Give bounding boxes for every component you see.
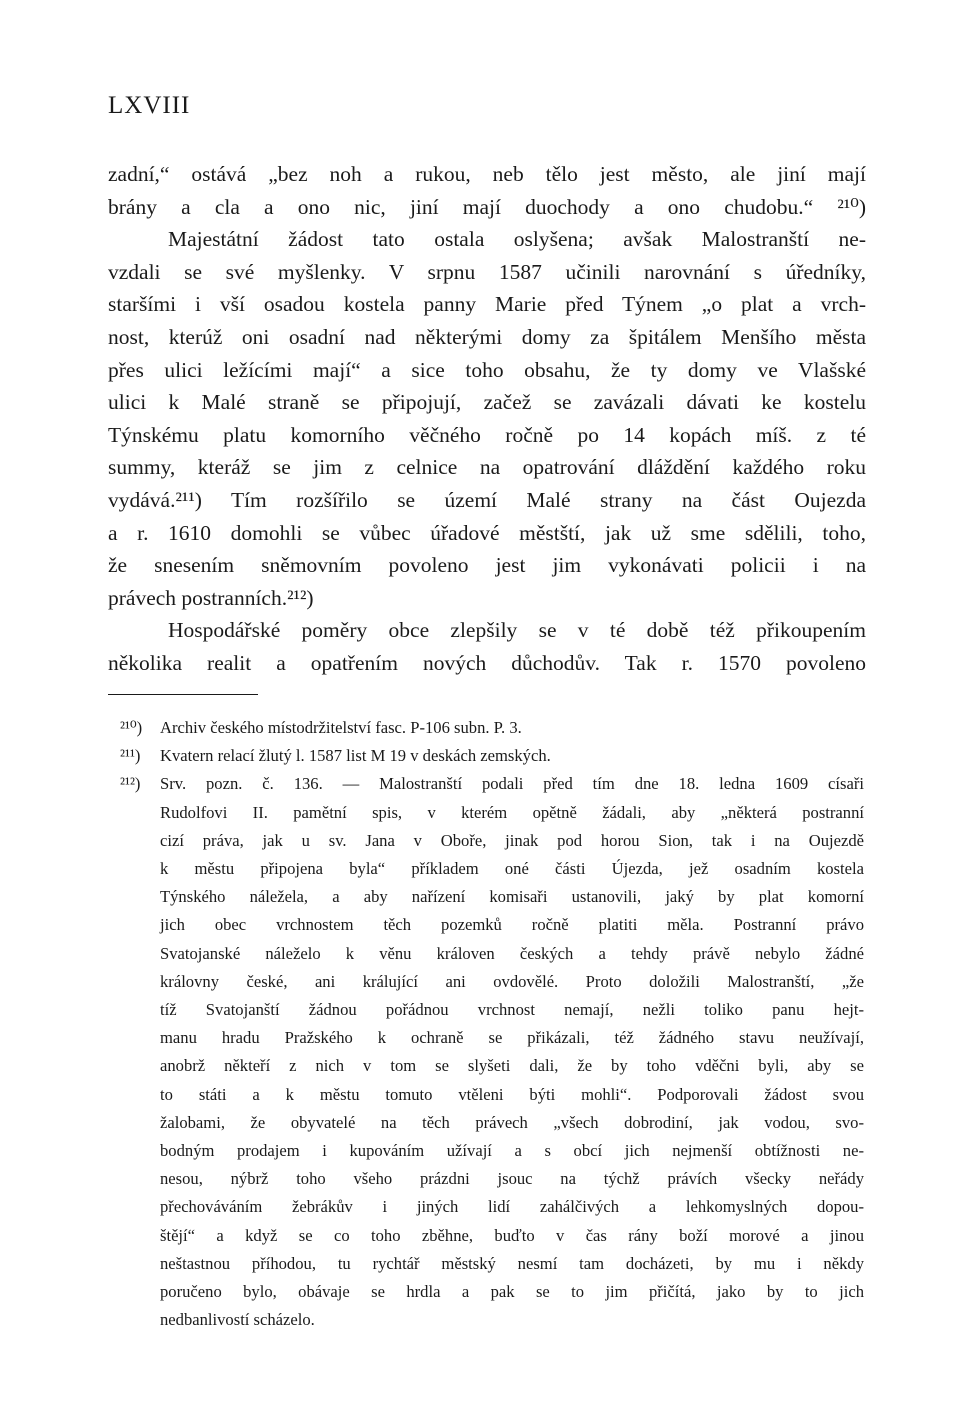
footnote-line: manu hradu Pražského k ochraně se přikázali, též žádného stavu neužívají, <box>160 1028 864 1048</box>
footnote-line: Svatojanské náleželo k věnu královen českých a tehdy právě nebylo žádné <box>160 943 864 963</box>
body-text <box>108 158 866 680</box>
footnote-line: tíž Svatojanští žádnou pořádnou vrchnost nemají, nežli toliko panu hejt- <box>160 1000 864 1020</box>
footnote-line: k městu připojena byla“ příkladem oné části Újezda, jež osadním kostela <box>160 859 864 879</box>
body-line: vzdali se své myšlenky. V srpnu 1587 učinili narovnání s úředníky, <box>108 259 866 284</box>
footnote-line: Kvatern relací žlutý l. 1587 list M 19 v deskách zemských. <box>160 746 551 766</box>
footnote-number: ²¹²) <box>120 774 141 794</box>
footnote-line: Srv. pozn. č. 136. — Malostranští podali před tím dne 18. ledna 1609 císaři <box>160 774 864 794</box>
body-line: Majestátní žádost tato ostala oslyšena; avšak Malostranští ne- <box>168 227 866 252</box>
footnote-line: Archiv českého místodržitelství fasc. P-106 subn. P. 3. <box>160 718 522 737</box>
body-line: právech postranních.²¹²) <box>108 585 314 610</box>
body-line: ulici k Malé straně se připojují, začež se zavázali dávati ke kostelu <box>108 390 866 415</box>
body-line: nost, kterúž oni osadní nad některými domy za špitálem Menšího města <box>108 324 866 349</box>
footnote-212 <box>120 770 864 1334</box>
body-line: zadní,“ ostává „bez noh a rukou, neb tělo jest město, ale jiní mají <box>108 162 866 186</box>
footnote-number: ²¹¹) <box>120 746 141 766</box>
footnote-line: přechováváním žebrákův i jiných lidí zahálčivých a lehkomyslných dopou- <box>160 1197 864 1217</box>
footnote-line: žalobami, že obyvatelé na těch právech „všech dobrodiní, jak vodou, svo- <box>160 1112 864 1132</box>
footnote-divider <box>108 694 258 695</box>
footnote-line: nedbanlivostí scházelo. <box>160 1310 315 1330</box>
footnote-line: královny české, ani králující ani ovdovělé. Proto doložili Malostranští, „že <box>160 971 864 991</box>
body-line: že snesením sněmovním povoleno jest jim vykonávati policii i na <box>108 553 866 578</box>
footnote-line: cizí práva, jak u sv. Jana v Oboře, jinak pod horou Sion, tak i na Oujezdě <box>160 830 864 850</box>
body-line: brány a cla a ono nic, jiní mají duochody a ono chudobu.“ ²¹⁰) <box>108 194 866 219</box>
body-line: a r. 1610 domohli se vůbec úřadové městští, jak už sme sdělili, toho, <box>108 520 866 545</box>
footnote-line: neštastnou příhodou, tu rychtář městský nesmí tam docházeti, by mu i někdy <box>160 1253 864 1273</box>
body-line: summy, kteráž se jim z celnice na opatrování dláždění každého roku <box>108 455 866 480</box>
footnote-line: poručeno bylo, obávaje se hrdla a pak se to jim přičítá, jako by to jich <box>160 1282 864 1302</box>
footnote-line: Rudolfovi II. pamětní spis, v kterém opětně žádali, aby „některá postranní <box>160 802 864 822</box>
footnote-line: to státi a k městu tomuto vtěleni býti mohli“. Podporovali žádost svou <box>160 1084 864 1104</box>
footnotes <box>120 714 864 1334</box>
footnote-211 <box>120 742 864 770</box>
footnote-line: bodným prodajem i kupováním užívají a s obcí jich nejmenší obtížnosti ne- <box>160 1141 864 1161</box>
footnote-line: štějí“ a když se co toho zběhne, buďto v čas rány boží morové a jinou <box>160 1225 864 1245</box>
body-line: Hospodářské poměry obce zlepšily se v té době též přikoupením <box>168 618 866 643</box>
page-number: LXVIII <box>108 92 191 119</box>
body-line: staršími i vší osadou kostela panny Marie před Týnem „o plat a vrch- <box>108 292 866 317</box>
body-line: přes ulici ležícími mají“ a sice toho obsahu, že ty domy ve Vlašské <box>108 357 866 382</box>
footnote-210 <box>120 714 864 742</box>
body-line: několika realit a opatřením nových důchodův. Tak r. 1570 povoleno <box>108 650 866 675</box>
footnote-line: Týnského náležela, a aby nařízení komisaři ustanovili, jaký by plat komorní <box>160 887 864 907</box>
footnote-line: anobrž někteří z nich v tom se slyšeti dali, že by toho vděčni byli, aby se <box>160 1056 864 1076</box>
body-line: Týnskému platu komorního věčného ročně po 14 kopách míš. z té <box>108 422 866 447</box>
footnote-number: ²¹⁰) <box>120 718 143 737</box>
footnote-line: nesou, nýbrž toho všeho prázdni jsouc na týchž právích všecky neřády <box>160 1169 864 1189</box>
body-line: vydává.²¹¹) Tím rozšířilo se území Malé strany na část Oujezda <box>108 487 866 512</box>
footnote-line: jich obec vrchnostem těch pozemků ročně platiti měla. Postranní právo <box>160 915 864 935</box>
